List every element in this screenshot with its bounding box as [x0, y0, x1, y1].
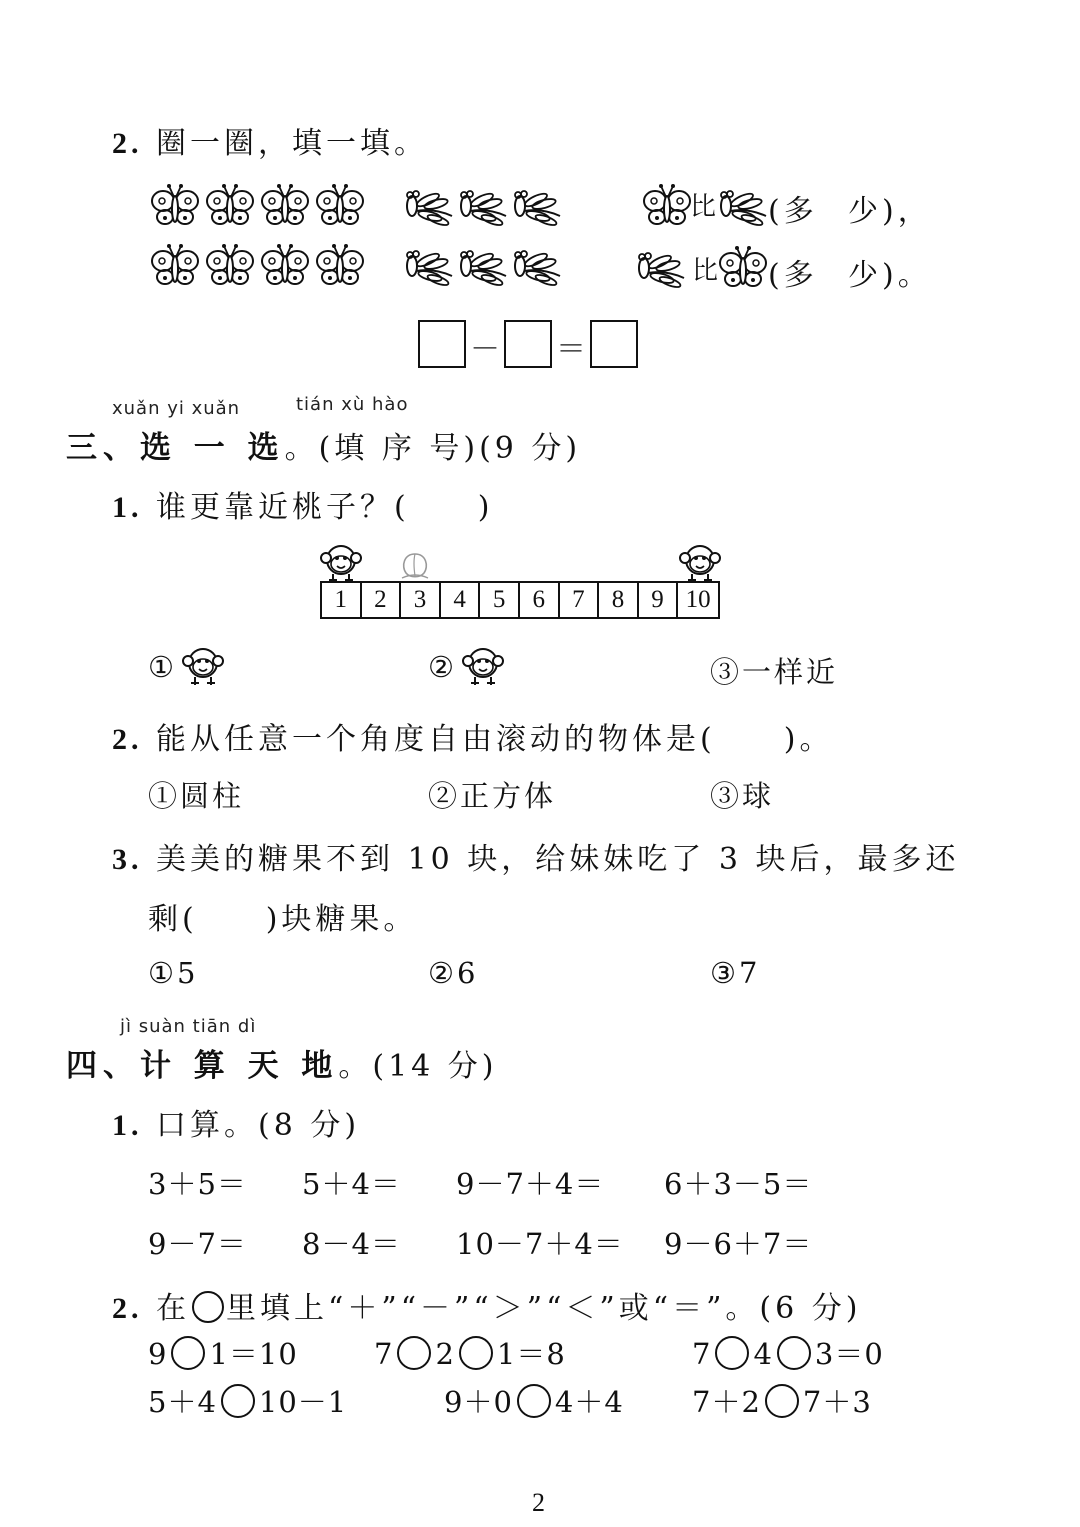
- option-1[interactable]: ①圆柱: [148, 779, 245, 813]
- compare-word: 比: [692, 256, 723, 286]
- dragonfly-icon: [636, 242, 690, 292]
- minus-sign: －: [470, 332, 500, 367]
- option-3[interactable]: ③7: [710, 956, 761, 990]
- question-text: 能从任意一个角度自由滚动的物体是( )。: [156, 722, 834, 757]
- circle-icon: [192, 1291, 224, 1323]
- monkey-icon: [180, 643, 226, 689]
- answer-box[interactable]: [418, 320, 466, 368]
- compare-item: [374, 1332, 566, 1373]
- number-cell: 1: [322, 583, 362, 617]
- answer-box[interactable]: [504, 320, 552, 368]
- dragonfly-icon: [407, 191, 452, 227]
- number-cell: 7: [560, 583, 600, 617]
- question-text-line2: 剩( )块糖果。: [148, 902, 418, 937]
- butterfly-icon: [152, 244, 198, 284]
- question-text: 口算。(8 分): [156, 1108, 361, 1143]
- operand: 7＋3: [802, 1385, 872, 1419]
- option-1[interactable]: ①5: [148, 956, 199, 990]
- compare-item: [444, 1380, 624, 1421]
- operand: 4: [753, 1337, 773, 1371]
- operand: 10－1: [258, 1385, 348, 1419]
- compare-open: (多: [768, 258, 818, 293]
- operand: 9: [148, 1337, 168, 1371]
- number-cell: 10: [685, 586, 711, 613]
- question-text: 美美的糖果不到 10 块，给妹妹吃了 3 块后，最多还: [156, 842, 960, 877]
- section-title: 四、计 算 天 地: [66, 1048, 339, 1084]
- number-cell: 2: [362, 583, 402, 617]
- calc-item: 3＋5＝: [148, 1167, 247, 1201]
- number-cell: 9: [639, 583, 679, 617]
- answer-circle[interactable]: [221, 1384, 255, 1418]
- calc-item: 5＋4＝: [302, 1167, 401, 1201]
- dragonfly-icon: [461, 251, 506, 287]
- question-number: 1.: [112, 491, 143, 524]
- dragonfly-icon: [718, 180, 772, 230]
- butterfly-icon: [718, 242, 768, 292]
- operand: 4＋4: [554, 1385, 624, 1419]
- operand: 7: [692, 1337, 712, 1371]
- question-text: 里填上“＋”“－”“＞”“＜”或“＝”。(6 分): [226, 1291, 862, 1326]
- question-4-1: [112, 1100, 360, 1144]
- monkey-icon: [460, 643, 506, 689]
- operand: 1＝8: [496, 1337, 566, 1371]
- compare-open: (多: [768, 194, 818, 229]
- calc-item: 9－6＋7＝: [664, 1227, 813, 1261]
- calc-item: 9－7＝: [148, 1227, 247, 1261]
- operand: 7: [374, 1337, 394, 1371]
- butterfly-icon: [642, 180, 692, 230]
- number-line: [320, 581, 720, 619]
- dragonfly-icon: [515, 191, 560, 227]
- operand: 2: [435, 1337, 455, 1371]
- compare-word: 比: [690, 192, 721, 222]
- section-3-pinyin: xuǎn yi xuǎn: [112, 398, 241, 419]
- dragonfly-icon: [407, 251, 452, 287]
- option-2[interactable]: ②: [428, 650, 457, 684]
- question-text: 圈一圈，填一填。: [156, 126, 429, 161]
- question-3-2: [112, 714, 833, 758]
- answer-circle[interactable]: [459, 1336, 493, 1370]
- question-3-3: [112, 834, 959, 878]
- compare-item: [692, 1380, 872, 1421]
- section-suffix: 。(14 分): [338, 1049, 498, 1084]
- option-2[interactable]: ②6: [428, 956, 479, 990]
- peach-icon: [398, 548, 432, 582]
- dragonflies-group: [402, 178, 572, 293]
- butterfly-icon: [152, 184, 198, 224]
- question-number: 2.: [112, 723, 143, 756]
- number-cell: 3: [401, 583, 441, 617]
- question-number: 3.: [112, 843, 143, 876]
- number-cell: 4: [441, 583, 481, 617]
- question-text: 在: [156, 1291, 191, 1326]
- answer-circle[interactable]: [397, 1336, 431, 1370]
- calc-item: 9－7＋4＝: [456, 1167, 605, 1201]
- question-number: 2.: [112, 127, 143, 160]
- answer-circle[interactable]: [171, 1336, 205, 1370]
- calc-item: 6＋3－5＝: [664, 1167, 813, 1201]
- section-3-header: [66, 422, 581, 467]
- operand: 9＋0: [444, 1385, 513, 1419]
- dragonfly-icon: [515, 251, 560, 287]
- dragonfly-icon: [461, 191, 506, 227]
- butterfly-icon: [262, 244, 308, 284]
- question-3-1: [112, 482, 493, 526]
- answer-circle[interactable]: [765, 1384, 799, 1418]
- butterfly-icon: [262, 184, 308, 224]
- option-1[interactable]: ①: [148, 650, 177, 684]
- section-suffix: 。(填 序 号)(9 分): [284, 431, 582, 466]
- answer-circle[interactable]: [715, 1336, 749, 1370]
- question-number: 2.: [112, 1292, 143, 1325]
- page-number: 2: [532, 1488, 545, 1517]
- butterfly-icon: [317, 184, 363, 224]
- butterflies-group: [148, 178, 378, 293]
- question-text: 谁更靠近桃子？( ): [156, 490, 494, 525]
- number-cell: 5: [480, 583, 520, 617]
- question-4-2: [112, 1283, 861, 1327]
- equals-sign: ＝: [556, 332, 586, 367]
- butterfly-icon: [317, 244, 363, 284]
- butterfly-icon: [207, 184, 253, 224]
- compare-item: [148, 1380, 347, 1421]
- monkey-icon: [676, 540, 726, 586]
- section-4-header: [66, 1040, 498, 1085]
- operand: 3＝0: [814, 1337, 884, 1371]
- compare-item: [692, 1332, 884, 1373]
- section-4-pinyin: jì suàn tiān dì: [120, 1016, 257, 1037]
- operand: 1＝10: [209, 1337, 298, 1371]
- compare-close: 少)，: [848, 194, 932, 229]
- option-3[interactable]: ③一样近: [710, 655, 839, 689]
- compare-item: [148, 1332, 298, 1373]
- option-3[interactable]: ③球: [710, 779, 775, 813]
- answer-circle[interactable]: [517, 1384, 551, 1418]
- operand: 7＋2: [692, 1385, 761, 1419]
- option-2[interactable]: ②正方体: [428, 779, 557, 813]
- butterfly-icon: [207, 244, 253, 284]
- question-2-header: [112, 118, 428, 162]
- number-cell: 8: [599, 583, 639, 617]
- compare-close: 少)。: [848, 258, 932, 293]
- section-3-pinyin: tián xù hào: [296, 394, 409, 415]
- question-number: 1.: [112, 1109, 143, 1142]
- calc-item: 8－4＝: [302, 1227, 401, 1261]
- answer-circle[interactable]: [777, 1336, 811, 1370]
- section-title: 三、选 一 选: [66, 430, 285, 466]
- monkey-icon: [315, 540, 365, 586]
- number-cell: 6: [520, 583, 560, 617]
- operand: 5＋4: [148, 1385, 217, 1419]
- calc-item: 10－7＋4＝: [456, 1227, 624, 1261]
- answer-box[interactable]: [590, 320, 638, 368]
